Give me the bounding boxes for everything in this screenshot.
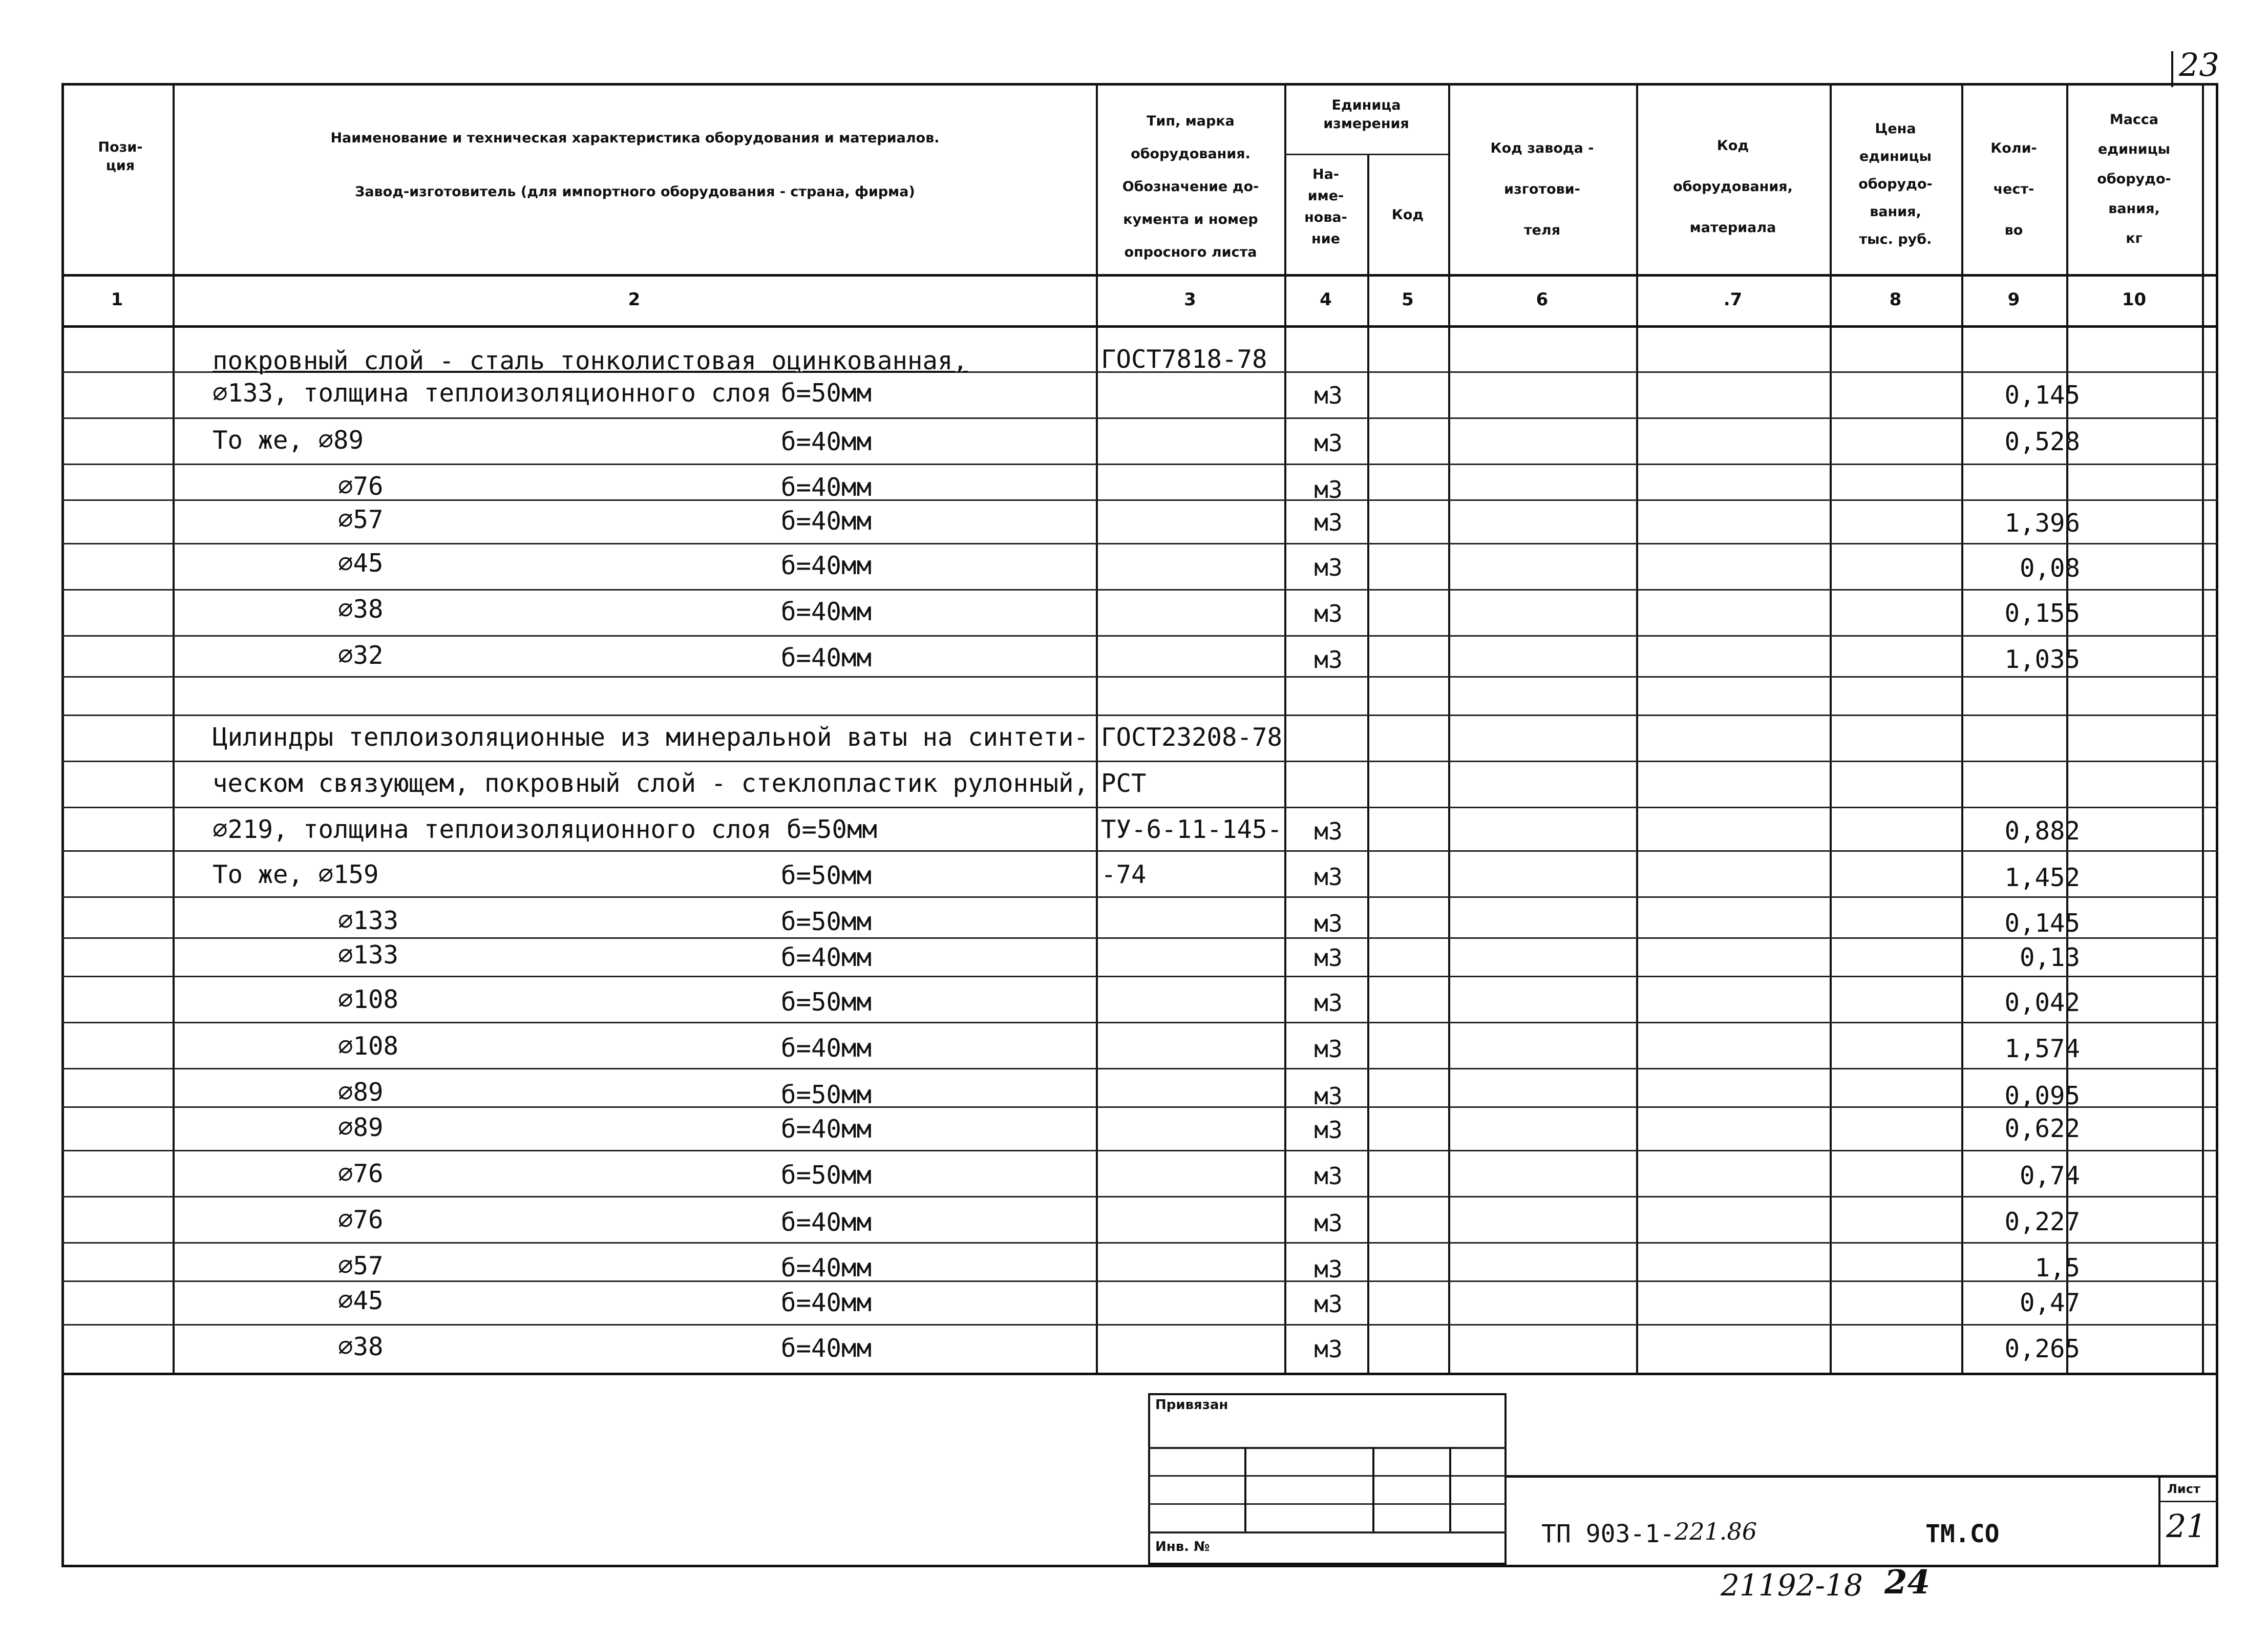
page-number: 23 xyxy=(2179,46,2219,83)
col-divider-8 xyxy=(1961,83,1963,1374)
header-name-line2: Завод-изготовитель (для импортного оборудования - страна, фирма) xyxy=(355,184,915,200)
row-unit: м3 xyxy=(1314,382,1343,409)
row-name: ∅133, толщина теплоизоляционного слоя xyxy=(213,379,772,408)
row-separator xyxy=(61,417,2218,419)
row-qty: 0,622 xyxy=(2004,1114,2080,1143)
colnum-4: 4 xyxy=(1320,289,1332,310)
row-name: ∅57 xyxy=(338,1251,384,1280)
row-unit: м3 xyxy=(1314,1290,1343,1318)
row-unit: м3 xyxy=(1314,944,1343,972)
row-separator xyxy=(61,1068,2218,1069)
row-separator xyxy=(61,937,2218,939)
stamp-vline-2 xyxy=(1372,1447,1374,1531)
row-name: ∅89 xyxy=(338,1113,384,1142)
row-dim: б=40мм xyxy=(781,473,872,502)
header-unit-code: Код xyxy=(1391,207,1424,223)
row-unit: м3 xyxy=(1314,600,1343,627)
row-qty: 0,042 xyxy=(2004,988,2080,1017)
sheet-label: Лист xyxy=(2167,1482,2200,1496)
row-separator xyxy=(61,543,2218,544)
row-dim: б=40мм xyxy=(781,1208,872,1237)
row-dim: б=50мм xyxy=(781,1161,872,1190)
row-separator xyxy=(61,1150,2218,1151)
stamp-line-2 xyxy=(1148,1475,1507,1477)
row-unit: м3 xyxy=(1314,1335,1343,1363)
colnum-bottom-line xyxy=(61,325,2218,328)
row-name: Цилиндры теплоизоляционные из минеральной ваты на синтети- xyxy=(213,723,1089,752)
sheet-number: 21 xyxy=(2166,1507,2207,1545)
row-separator xyxy=(61,676,2218,678)
row-name: ∅108 xyxy=(338,1032,399,1061)
row-qty: 0,528 xyxy=(2004,427,2080,456)
row-unit: м3 xyxy=(1314,863,1343,891)
stamp-privyazan: Привязан xyxy=(1155,1397,1228,1413)
col-divider-7 xyxy=(1830,83,1832,1374)
row-separator xyxy=(61,1242,2218,1244)
col-divider-5 xyxy=(1448,83,1450,1374)
row-separator xyxy=(61,715,2218,716)
row-name: ∅76 xyxy=(338,1205,384,1234)
row-doc: РСТ xyxy=(1101,769,1147,798)
row-unit: м3 xyxy=(1314,989,1343,1017)
col-divider-1 xyxy=(173,83,175,1374)
doc-section: ТМ.СО xyxy=(1925,1520,2000,1548)
row-doc: -74 xyxy=(1101,860,1147,889)
row-unit: м3 xyxy=(1314,910,1343,937)
row-name: То же, ∅159 xyxy=(213,860,379,889)
row-dim: б=40мм xyxy=(781,551,872,580)
row-qty: 1,035 xyxy=(2004,645,2080,674)
row-doc: ГОСТ7818-78 xyxy=(1101,345,1267,374)
header-unit-group: Единица измерения xyxy=(1323,97,1409,132)
row-unit: м3 xyxy=(1314,476,1343,503)
row-name: ∅133 xyxy=(338,940,399,970)
row-qty: 0,095 xyxy=(2004,1081,2080,1110)
row-name: ческом связующем, покровный слой - стеклопластик рулонный, xyxy=(213,769,1089,798)
header-mass: Масса единицы оборудо- вания, кг xyxy=(2097,112,2171,246)
row-qty: 0,882 xyxy=(2004,816,2080,846)
colnum-7: .7 xyxy=(1723,289,1743,310)
stamp-line-1 xyxy=(1148,1447,1507,1449)
row-dim: б=50мм xyxy=(781,861,872,890)
row-name: ∅89 xyxy=(338,1078,384,1107)
row-unit: м3 xyxy=(1314,1082,1343,1110)
row-name: ∅133 xyxy=(338,906,399,935)
row-separator xyxy=(61,1106,2218,1108)
header-price: Цена единицы оборудо- вания, тыс. руб. xyxy=(1858,121,1933,247)
doc-code-hand: 221.86 xyxy=(1674,1518,1757,1545)
row-qty: 0,227 xyxy=(2004,1207,2080,1236)
sheet-label-line xyxy=(2158,1501,2218,1502)
row-dim: б=50мм xyxy=(781,1080,872,1109)
row-name: ∅38 xyxy=(338,1332,384,1361)
row-unit: м3 xyxy=(1314,817,1343,845)
stamp-line-4 xyxy=(1148,1531,1507,1533)
header-name-line1: Наименование и техническая характеристика оборудования и материалов. xyxy=(330,130,940,146)
row-separator xyxy=(61,589,2218,591)
row-name: ∅108 xyxy=(338,985,399,1014)
row-name: ∅76 xyxy=(338,472,384,501)
row-dim: б=50мм xyxy=(781,987,872,1017)
row-dim: б=40мм xyxy=(781,943,872,972)
title-block-top xyxy=(1507,1475,2218,1478)
row-dim: б=50мм xyxy=(781,907,872,936)
row-unit: м3 xyxy=(1314,1209,1343,1237)
row-unit: м3 xyxy=(1314,554,1343,581)
header-equipment-code: Код оборудования, материала xyxy=(1673,138,1793,236)
row-name: ∅57 xyxy=(338,505,384,534)
row-qty: 0,145 xyxy=(2004,381,2080,410)
row-qty: 1,574 xyxy=(2004,1034,2080,1063)
colnum-5: 5 xyxy=(1402,289,1414,310)
sheet-divider xyxy=(2158,1475,2160,1567)
footer-archive-number: 21192-18 xyxy=(1721,1568,1863,1603)
col-divider-6 xyxy=(1636,83,1638,1374)
doc-code-prefix: ТП 903-1- xyxy=(1541,1520,1675,1548)
row-qty: 0,13 xyxy=(2019,943,2080,972)
row-dim: б=40мм xyxy=(781,1288,872,1317)
row-unit: м3 xyxy=(1314,1035,1343,1063)
row-qty: 0,08 xyxy=(2019,554,2080,583)
stamp-inv-no: Инв. № xyxy=(1155,1539,1210,1554)
row-qty: 0,145 xyxy=(2004,909,2080,938)
row-qty: 0,47 xyxy=(2019,1288,2080,1317)
colnum-9: 9 xyxy=(2007,289,2020,310)
row-name: ∅38 xyxy=(338,595,384,624)
row-qty: 0,74 xyxy=(2019,1161,2080,1190)
row-separator xyxy=(61,499,2218,501)
row-name: ∅45 xyxy=(338,549,384,578)
row-separator xyxy=(61,1022,2218,1023)
row-separator xyxy=(61,896,2218,898)
row-unit: м3 xyxy=(1314,1255,1343,1283)
row-dim: б=40мм xyxy=(781,427,872,456)
row-doc: ГОСТ23208-78 xyxy=(1101,723,1283,752)
stamp-line-3 xyxy=(1148,1503,1507,1505)
row-name: покровный слой - сталь тонколистовая оцинкованная, xyxy=(213,346,968,375)
row-dim: б=40мм xyxy=(781,1115,872,1144)
row-name: ∅76 xyxy=(338,1159,384,1188)
row-unit: м3 xyxy=(1314,646,1343,674)
header-position: Пози- ция xyxy=(98,139,143,174)
row-separator xyxy=(61,976,2218,977)
row-name: ∅219, толщина теплоизоляционного слоя б=50мм xyxy=(213,815,878,844)
row-separator xyxy=(61,635,2218,637)
header-unit-name: На- име- нова- ние xyxy=(1304,166,1347,247)
row-dim: б=40мм xyxy=(781,1334,872,1363)
col-divider-2 xyxy=(1096,83,1098,1374)
row-separator xyxy=(61,464,2218,465)
row-dim: б=40мм xyxy=(781,597,872,626)
row-separator xyxy=(61,850,2218,852)
row-name: ∅32 xyxy=(338,641,384,670)
colnum-2: 2 xyxy=(628,289,641,310)
row-name: То же, ∅89 xyxy=(213,426,364,455)
row-dim: б=40мм xyxy=(781,643,872,673)
footer-page: 24 xyxy=(1884,1563,1931,1602)
row-separator xyxy=(61,1324,2218,1326)
row-qty: 1,452 xyxy=(2004,863,2080,892)
row-dim: б=40мм xyxy=(781,1034,872,1063)
row-dim: б=40мм xyxy=(781,1253,872,1283)
row-qty: 0,155 xyxy=(2004,599,2080,628)
row-separator xyxy=(61,761,2218,762)
table-body-bottom xyxy=(61,1373,2218,1375)
row-dim: б=50мм xyxy=(781,379,872,408)
stamp-vline-1 xyxy=(1244,1447,1246,1531)
row-unit: м3 xyxy=(1314,429,1343,457)
colnum-6: 6 xyxy=(1536,289,1549,310)
header-bottom-line xyxy=(61,274,2218,277)
page-number-tick xyxy=(2171,51,2173,87)
row-unit: м3 xyxy=(1314,1162,1343,1190)
stamp-vline-3 xyxy=(1449,1447,1451,1531)
row-separator xyxy=(61,1280,2218,1282)
row-qty: 0,265 xyxy=(2004,1334,2080,1363)
row-doc: ТУ-6-11-145- xyxy=(1101,815,1283,844)
row-unit: м3 xyxy=(1314,1116,1343,1144)
unit-group-divider xyxy=(1284,154,1448,155)
row-name: ∅45 xyxy=(338,1286,384,1315)
row-qty: 1,5 xyxy=(2034,1253,2080,1283)
col-divider-3 xyxy=(1284,83,1286,1374)
row-unit: м3 xyxy=(1314,509,1343,536)
colnum-8: 8 xyxy=(1889,289,1902,310)
row-dim: б=40мм xyxy=(781,507,872,536)
colnum-10: 10 xyxy=(2122,289,2147,310)
row-separator xyxy=(61,807,2218,808)
header-factory-code: Код завода - изготови- теля xyxy=(1490,140,1594,238)
header-quantity: Коли- чест- во xyxy=(1990,140,2037,238)
row-qty: 1,396 xyxy=(2004,509,2080,538)
col-divider-10 xyxy=(2202,83,2204,1374)
row-separator xyxy=(61,1196,2218,1197)
colnum-1: 1 xyxy=(111,289,123,310)
header-type: Тип, марка оборудования. Обозначение до- кумента и номер опросного листа xyxy=(1122,113,1259,260)
colnum-3: 3 xyxy=(1184,289,1196,310)
